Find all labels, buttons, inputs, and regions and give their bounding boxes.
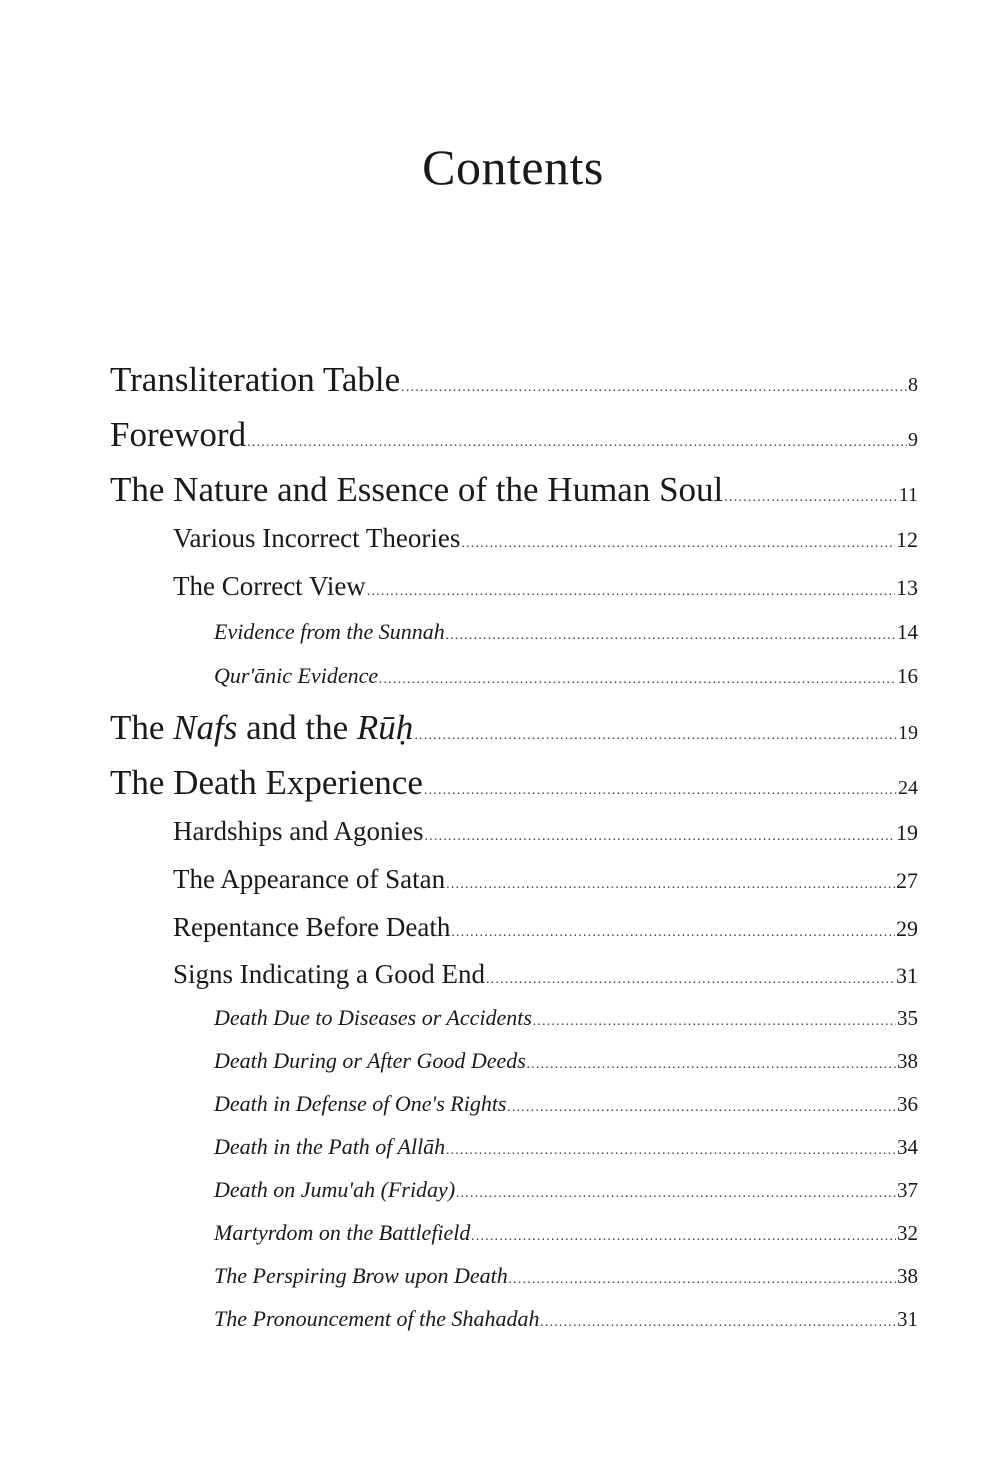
toc-entry-death-jumuah[interactable] [214,1177,918,1203]
dot-leader [456,1186,896,1202]
dot-leader [508,1100,897,1116]
toc-entry-page: 35 [897,1006,918,1030]
toc-entry-page: 19 [896,820,918,845]
toc-entry-title: The Nature and Essence of the Human Soul [110,470,724,509]
toc-entry-page: 36 [897,1092,918,1116]
toc-entry-page: 16 [897,664,918,688]
toc-entry-title: Various Incorrect Theories [173,523,461,553]
dot-leader [509,1272,896,1288]
toc-entry-title: Foreword [110,415,247,454]
toc-entry-death-diseases-accidents[interactable] [214,1005,918,1031]
toc-entry-quranic-evidence[interactable] [214,663,918,689]
toc-entry-page: 34 [897,1135,918,1159]
toc-entry-death-path-allah[interactable] [214,1134,918,1160]
dot-leader [424,829,895,845]
toc-entry-title: Signs Indicating a Good End [173,959,485,989]
toc-title-part: The [110,708,174,747]
toc-entry-title: Transliteration Table [110,360,401,399]
toc-entry-various-incorrect-theories[interactable] [173,523,918,554]
toc-title-part: and the [237,708,357,747]
toc-entry-evidence-from-sunnah[interactable] [214,619,918,645]
toc-entry-page: 24 [898,777,918,799]
toc-entry-title: Martyrdom on the Battlefield [214,1220,471,1245]
toc-entry-page: 27 [896,868,918,893]
toc-title-part-italic: Nafs [173,708,238,747]
dot-leader [527,1057,896,1073]
toc-entry-title: Death on Jumu'ah (Friday) [214,1177,456,1202]
toc-entry-martyrdom-battlefield[interactable] [214,1220,918,1246]
toc-entry-page: 13 [896,575,918,600]
toc-entry-hardships-and-agonies[interactable] [173,816,918,847]
dot-leader [414,728,897,744]
toc-entry-page: 9 [908,429,918,451]
toc-entry-title: The Correct View [173,571,366,601]
dot-leader [461,536,895,552]
toc-entry-page: 11 [898,484,918,506]
toc-entry-foreword[interactable] [110,415,918,455]
toc-entry-title: Evidence from the Sunnah [214,619,445,644]
toc-entry-signs-good-end[interactable] [173,959,918,990]
toc-entry-death-experience[interactable] [110,763,918,803]
toc-entry-page: 38 [897,1264,918,1288]
dot-leader [724,490,897,506]
toc-entry-page: 19 [898,722,918,744]
dot-leader [446,628,896,644]
toc-entry-title: Death in the Path of Allāh [214,1134,446,1159]
toc-entry-pronouncement-shahadah[interactable] [214,1306,918,1332]
toc-entry-title [110,708,413,748]
dot-leader [379,672,896,688]
toc-entry-appearance-of-satan[interactable] [173,864,918,895]
toc-entry-nafs-and-ruh[interactable] [110,708,918,748]
dot-leader [424,783,897,799]
page-title: Contents [422,139,604,195]
toc-entry-nature-and-essence[interactable] [110,470,918,510]
dot-leader [540,1315,896,1331]
toc-entry-page: 12 [896,527,918,552]
toc-entry-title: The Death Experience [110,763,423,802]
toc-entry-repentance-before-death[interactable] [173,912,918,943]
toc-entry-page: 32 [897,1221,918,1245]
dot-leader [247,435,907,451]
toc-entry-page: 38 [897,1049,918,1073]
dot-leader [451,925,895,941]
toc-entry-title: Death During or After Good Deeds [214,1048,526,1073]
toc-entry-title: Repentance Before Death [173,912,451,942]
toc-entry-death-good-deeds[interactable] [214,1048,918,1074]
toc-entry-title: Qur'ānic Evidence [214,663,379,688]
toc-entry-title: The Appearance of Satan [173,864,446,894]
toc-entry-page: 14 [897,620,918,644]
toc-entry-title: The Pronouncement of the Shahadah [214,1306,540,1331]
dot-leader [471,1229,896,1245]
toc-entry-death-defense-rights[interactable] [214,1091,918,1117]
dot-leader [401,380,907,396]
toc-entry-the-correct-view[interactable] [173,571,918,602]
toc-entry-page: 29 [896,916,918,941]
toc-entry-page: 8 [908,374,918,396]
toc-entry-page: 31 [896,963,918,988]
dot-leader [367,584,895,600]
dot-leader [446,877,895,893]
toc-entry-page: 31 [897,1307,918,1331]
toc-title-part-italic: Rūḥ [356,708,414,747]
toc-entry-title: Hardships and Agonies [173,816,424,846]
dot-leader [446,1143,896,1159]
toc-entry-title: Death in Defense of One's Rights [214,1091,507,1116]
toc-entry-title: Death Due to Diseases or Accidents [214,1005,532,1030]
toc-entry-perspiring-brow[interactable] [214,1263,918,1289]
toc-entry-transliteration-table[interactable] [110,360,918,400]
dot-leader [486,972,895,988]
toc-entry-title: The Perspiring Brow upon Death [214,1263,508,1288]
dot-leader [533,1014,896,1030]
toc-entry-page: 37 [897,1178,918,1202]
